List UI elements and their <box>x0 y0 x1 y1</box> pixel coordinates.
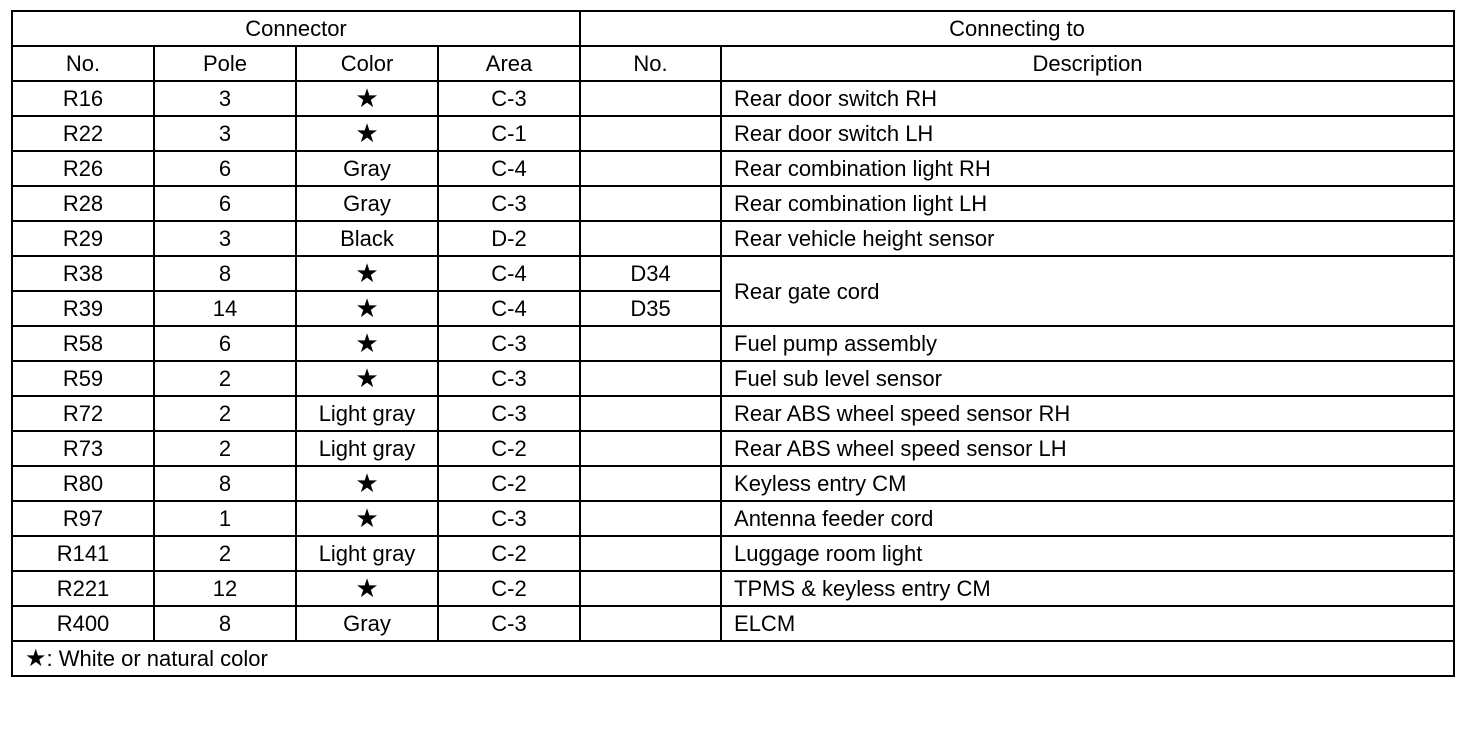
cell-connecting-no <box>580 116 721 151</box>
cell-description: Rear door switch LH <box>721 116 1454 151</box>
table-body <box>12 81 1454 641</box>
cell-area: C-4 <box>438 256 580 291</box>
cell-description: ELCM <box>721 606 1454 641</box>
cell-pole: 14 <box>154 291 296 326</box>
cell-pole: 8 <box>154 466 296 501</box>
cell-description: Keyless entry CM <box>721 466 1454 501</box>
cell-area: C-3 <box>438 81 580 116</box>
cell-pole: 2 <box>154 396 296 431</box>
cell-color-star-icon: ★ <box>296 81 438 116</box>
table-row <box>12 81 1454 116</box>
header-description: Description <box>721 46 1454 81</box>
cell-color-star-icon: ★ <box>296 466 438 501</box>
footnote-row <box>12 641 1454 676</box>
cell-no: R29 <box>12 221 154 256</box>
cell-connecting-no: D35 <box>580 291 721 326</box>
cell-area: C-2 <box>438 536 580 571</box>
cell-description: Fuel sub level sensor <box>721 361 1454 396</box>
cell-pole: 2 <box>154 361 296 396</box>
cell-description: TPMS & keyless entry CM <box>721 571 1454 606</box>
cell-pole: 2 <box>154 431 296 466</box>
cell-description: Rear gate cord <box>721 256 1454 326</box>
footnote-text: : White or natural color <box>46 646 268 671</box>
cell-connecting-no <box>580 326 721 361</box>
cell-color: Gray <box>296 151 438 186</box>
table-row <box>12 186 1454 221</box>
cell-connecting-no <box>580 361 721 396</box>
cell-description: Rear ABS wheel speed sensor LH <box>721 431 1454 466</box>
cell-no: R38 <box>12 256 154 291</box>
header-connector: Connector <box>12 11 580 46</box>
cell-color-star-icon: ★ <box>296 256 438 291</box>
cell-color-star-icon: ★ <box>296 501 438 536</box>
cell-color: Black <box>296 221 438 256</box>
cell-connecting-no <box>580 606 721 641</box>
cell-no: R80 <box>12 466 154 501</box>
cell-no: R221 <box>12 571 154 606</box>
cell-connecting-no: D34 <box>580 256 721 291</box>
cell-no: R16 <box>12 81 154 116</box>
cell-connecting-no <box>580 431 721 466</box>
table-row <box>12 256 1454 291</box>
header-column-row <box>12 46 1454 81</box>
cell-no: R400 <box>12 606 154 641</box>
cell-color-star-icon: ★ <box>296 116 438 151</box>
cell-description: Rear door switch RH <box>721 81 1454 116</box>
cell-color: Light gray <box>296 536 438 571</box>
cell-description: Rear vehicle height sensor <box>721 221 1454 256</box>
cell-connecting-no <box>580 221 721 256</box>
cell-color-star-icon: ★ <box>296 361 438 396</box>
cell-color: Gray <box>296 606 438 641</box>
cell-pole: 8 <box>154 606 296 641</box>
footnote <box>12 641 1454 676</box>
header-connecting-no: No. <box>580 46 721 81</box>
cell-description: Luggage room light <box>721 536 1454 571</box>
cell-area: C-3 <box>438 396 580 431</box>
cell-description: Rear combination light RH <box>721 151 1454 186</box>
cell-description: Rear combination light LH <box>721 186 1454 221</box>
cell-pole: 6 <box>154 151 296 186</box>
cell-no: R72 <box>12 396 154 431</box>
cell-area: C-3 <box>438 326 580 361</box>
table-row <box>12 571 1454 606</box>
cell-area: C-2 <box>438 431 580 466</box>
table-row <box>12 501 1454 536</box>
cell-area: C-1 <box>438 116 580 151</box>
table-row <box>12 116 1454 151</box>
cell-no: R22 <box>12 116 154 151</box>
cell-area: C-2 <box>438 466 580 501</box>
cell-description: Antenna feeder cord <box>721 501 1454 536</box>
cell-area: C-3 <box>438 186 580 221</box>
cell-connecting-no <box>580 186 721 221</box>
cell-pole: 3 <box>154 81 296 116</box>
cell-pole: 12 <box>154 571 296 606</box>
header-area: Area <box>438 46 580 81</box>
table-row <box>12 361 1454 396</box>
cell-no: R141 <box>12 536 154 571</box>
table-row <box>12 396 1454 431</box>
table-row <box>12 221 1454 256</box>
cell-no: R28 <box>12 186 154 221</box>
cell-color-star-icon: ★ <box>296 326 438 361</box>
cell-area: D-2 <box>438 221 580 256</box>
cell-description: Fuel pump assembly <box>721 326 1454 361</box>
header-group-row <box>12 11 1454 46</box>
cell-connecting-no <box>580 151 721 186</box>
header-pole: Pole <box>154 46 296 81</box>
cell-area: C-2 <box>438 571 580 606</box>
cell-connecting-no <box>580 81 721 116</box>
cell-area: C-3 <box>438 361 580 396</box>
cell-pole: 8 <box>154 256 296 291</box>
cell-pole: 2 <box>154 536 296 571</box>
cell-description: Rear ABS wheel speed sensor RH <box>721 396 1454 431</box>
cell-connecting-no <box>580 396 721 431</box>
table-row <box>12 606 1454 641</box>
cell-area: C-4 <box>438 291 580 326</box>
table-row <box>12 431 1454 466</box>
cell-no: R26 <box>12 151 154 186</box>
cell-connecting-no <box>580 501 721 536</box>
table-row <box>12 466 1454 501</box>
cell-no: R73 <box>12 431 154 466</box>
cell-area: C-3 <box>438 501 580 536</box>
star-icon: ★ <box>25 645 47 672</box>
cell-pole: 6 <box>154 186 296 221</box>
cell-pole: 1 <box>154 501 296 536</box>
table-row <box>12 326 1454 361</box>
cell-pole: 3 <box>154 116 296 151</box>
cell-no: R59 <box>12 361 154 396</box>
cell-connecting-no <box>580 571 721 606</box>
cell-pole: 3 <box>154 221 296 256</box>
header-connecting-to: Connecting to <box>580 11 1454 46</box>
table-row <box>12 151 1454 186</box>
cell-no: R58 <box>12 326 154 361</box>
cell-area: C-3 <box>438 606 580 641</box>
cell-color-star-icon: ★ <box>296 291 438 326</box>
header-color: Color <box>296 46 438 81</box>
cell-connecting-no <box>580 536 721 571</box>
table-row <box>12 536 1454 571</box>
cell-color: Light gray <box>296 396 438 431</box>
cell-color: Gray <box>296 186 438 221</box>
cell-no: R97 <box>12 501 154 536</box>
cell-connecting-no <box>580 466 721 501</box>
connector-table <box>11 10 1455 677</box>
cell-pole: 6 <box>154 326 296 361</box>
cell-no: R39 <box>12 291 154 326</box>
header-no: No. <box>12 46 154 81</box>
cell-color-star-icon: ★ <box>296 571 438 606</box>
cell-area: C-4 <box>438 151 580 186</box>
cell-color: Light gray <box>296 431 438 466</box>
